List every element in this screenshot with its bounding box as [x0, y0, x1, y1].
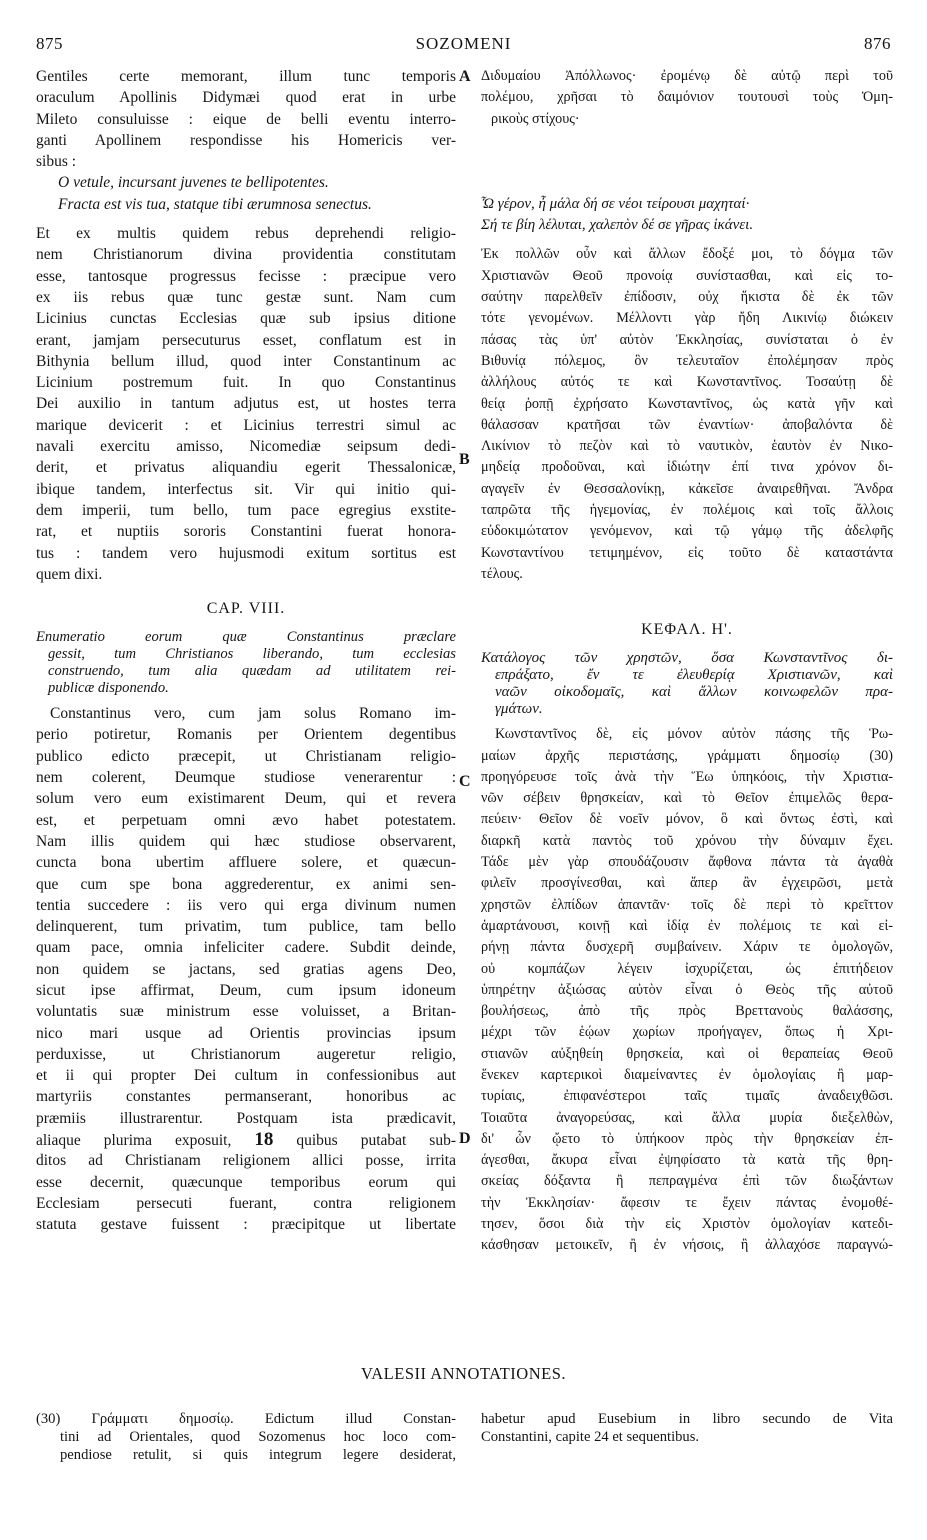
left-page-number: 875 [36, 34, 63, 53]
text-line: nico mari usque ad Orientis provincias ipsum [36, 1024, 456, 1042]
text-line: martyriis constantes permanserant, honoribus ac [36, 1088, 456, 1106]
latin-chapter-summary [36, 629, 456, 697]
margin-letter-d: D [459, 1130, 471, 1147]
text-line: Κωνσταντῖνος δὲ, εἰς μόνον αὐτὸν πάσης τῆς Ῥω- [495, 726, 893, 743]
text-line: θείᾳ ῥοπῇ ἐχρήσατο Κωνσταντῖνος, ὡς κατὰ γῆν καὶ [481, 395, 893, 412]
text-line: άγεσθαι, ἄκυρα εἶναι ἐψηφίσατο τὰ κατὰ τῆς θρη- [481, 1152, 893, 1169]
text-line: φιλεῖν προσγίνεσθαι, καὶ ἅπερ ἂν ἐγχειρῶσι, μετὰ [481, 875, 893, 892]
text-line: præmiis illustrarentur. Postquam ista prædicavit, [36, 1109, 456, 1127]
text-line: rat, et nuptiis sororis Constantini fuerat honora- [36, 523, 456, 541]
text-line: τότε γενομένων. Μέλλοντι γὰρ ἤδη Λικινίῳ διώκειν [481, 310, 893, 327]
latin-intro [36, 66, 456, 172]
text-line: τὴν Ἐκκλησίαν· ἄφεσιν τε ἔχειν πάντας ἐνομοθέ- [481, 1194, 893, 1211]
note-line: Constantini, capite 24 et sequentibus. [481, 1429, 700, 1445]
text-line: Τοιαῦτα ἀναγορεύσας, καὶ ἄλλα μυρία διεξελθὼν, [481, 1109, 893, 1126]
text-line: sibus : [36, 153, 77, 171]
text-line: χρηστῶν ἐλπίδων ἀπαντᾶν· τοῖς δὲ περὶ τὸ κρεῖττον [481, 896, 893, 913]
text-fragment: aliaque plurima exposuit, [36, 1132, 232, 1150]
text-line: Ecclesiam persecuti fuerant, contra religionem [36, 1194, 456, 1212]
text-line: οὐ κομπάζων λέγειν ἰσχυρίζεται, ὡς ἐπιτήδειον [481, 960, 893, 977]
margin-letter-b: B [459, 451, 470, 468]
latin-paragraph-1 [36, 223, 456, 585]
text-line: ἕνεκεν καρτερικοὶ διαμείναντες ἐν ὁμολογίαις ἢ μαρ- [481, 1066, 893, 1083]
text-line: perduxisse, ut Christianorum augeretur religio, [36, 1045, 456, 1063]
running-title: SOZOMENI [415, 34, 512, 53]
annotations-title: VALESII ANNOTATIONES. [360, 1364, 567, 1383]
text-line [36, 1129, 456, 1150]
latin-column [36, 66, 456, 1236]
text-line: θάλασσαν κρατῆσαι τῶν ἐναντίων· ἀποβαλόντα δὲ [481, 416, 893, 433]
text-line: esse, tantosque progressus fecisse : præcipue vero [36, 267, 456, 285]
text-line: nem Christianorum divina providentia constitutam [36, 246, 456, 264]
latin-paragraph-2 [36, 703, 456, 1235]
text-line: μέχρι τῶν ἑῴων χωρίων προήγαγεν, ὅπως ἡ Χρι- [481, 1024, 893, 1041]
note-line: habetur apud Eusebium in libro secundo de Vita [481, 1411, 893, 1427]
text-line: delinquerent, tum privatim, tum publice, tam bello [36, 918, 456, 936]
summary-line: ναῶν οἰκοδομαῖς, καὶ ἄλλων κοινωφελῶν πρα- [495, 684, 893, 701]
text-line: ex iis rebus quæ tunc gestæ sunt. Nam cum [36, 288, 456, 306]
text-line: ditos ad Christianam religionem allici posse, irrita [36, 1152, 456, 1170]
annotation-right [481, 1410, 893, 1446]
text-line: Χριστιανῶν Θεοῦ προνοίᾳ συνίστασθαι, καὶ εἰς το- [481, 267, 893, 284]
greek-paragraph-1 [481, 244, 893, 585]
text-line: Κωνσταντίνου τετιμημένον, εἰς τοῦτο δὲ καταστάντα [481, 544, 893, 561]
summary-line: construendo, tum alia quædam ad utilitatem rei- [48, 663, 456, 680]
text-line: cuncta bona ubertim affluere solere, et quæcun- [36, 854, 456, 872]
text-line: voluntatis suæ ministrum esse voluisset, a Britan- [36, 1003, 456, 1021]
text-line: ἁμαρτάνουσι, κοινῇ καὶ ἰδίᾳ ἐν πολέμοις τε καὶ εἰ- [481, 917, 893, 934]
greek-chapter-summary [481, 650, 893, 718]
text-line: Dei auxilio in tantum adjutus est, ut hostes terra [36, 395, 456, 413]
text-line: ταπρῶτα τῆς ἡγεμονίας, ἐν πολέμοις καὶ τοῖς ἄλλοις [481, 502, 893, 519]
greek-verse [481, 194, 893, 237]
text-line: que cum spe bona aggrederentur, ex animi sen- [36, 875, 456, 893]
text-line: Licinium postremum fuit. In quo Constantinus [36, 374, 456, 392]
text-line: navali exercitu amisso, Nicomediæ seipsum dedi- [36, 438, 456, 456]
text-line: quam pace, omnia infeliciter cadere. Subdit deinde, [36, 939, 456, 957]
greek-paragraph-2 [481, 724, 893, 1256]
text-line: σκείας δόξαντα ἢ πεπραγμένα ἐπὶ τῶν διωξάντων [481, 1173, 893, 1190]
text-line: quem dixi. [36, 565, 103, 583]
note-line: (30) Γράμματι δημοσίῳ. Edictum illud Constan- [36, 1411, 456, 1427]
verse-line: O vetule, incursant juvenes te bellipotentes. [58, 174, 329, 192]
text-line: εὐδοκιμώτατον γενόμενον, καὶ τῷ γάμῳ τῆς ἀδελφῆς [481, 523, 893, 540]
text-line: publico edicto præcepit, ut Christianam religio- [36, 747, 456, 765]
greek-column [481, 66, 893, 1257]
text-line: esse decernit, quæcunque temporibus eorum qui [36, 1173, 456, 1191]
text-line: ρήνῃ πάντα δυσχερῆ συμβαίνειν. Χάριν τε ὁμολογῶν, [481, 939, 893, 956]
latin-verse [36, 172, 456, 215]
text-line: τέλους. [481, 565, 523, 582]
text-line: διαρκῆ κατὰ παντὸς τοῦ χρόνου τὴν δύναμιν ἔχει. [481, 832, 893, 849]
text-line: tus : tandem vero hujusmodi exitum sortitus est [36, 544, 456, 562]
text-line: dem imperii, tum bello, tum pace egregius exstite- [36, 501, 456, 519]
verse-line: Fracta est vis tua, statque tibi ærumnosa senectus. [58, 195, 372, 213]
text-line: τησεν, ὅσοι διὰ τὴν εἰς Χριστὸν ὁμολογίαν κατεδι- [481, 1216, 893, 1233]
text-line: nem colerent, Deumque studiose venerarentur : [36, 769, 456, 787]
text-line: πολέμου, χρῆσαι τὸ δαιμόνιον τουτουσὶ τοὺς Ὁμη- [481, 89, 893, 106]
greek-intro [481, 66, 893, 130]
text-line: ρικοὺς στίχους· [491, 110, 580, 127]
summary-line: Enumeratio eorum quæ Constantinus præclare [36, 629, 456, 646]
text-line: marique devicerit : et Licinius terrestri simul ac [36, 416, 456, 434]
text-line: statuta gestave fuissent : præcipitque ut libertate [36, 1216, 456, 1234]
chapter-heading-greek: ΚΕΦΑΛ. Η'. [641, 621, 733, 639]
note-line: pendiose retulit, si quis integrum legere desiderat, [60, 1447, 456, 1463]
text-line: βουλήσεως, ἀπὸ τῆς πρὸς Βρεττανοὺς θαλάσσης, [481, 1003, 893, 1020]
text-line: κάσθησαν μετοικεῖν, ἢ ἐν νήσοις, ἢ ἀλλαχόσε παραγνώ- [481, 1237, 893, 1254]
text-line: αγαγεῖν ἐν Θεσσαλονίκῃ, κἀκεῖσε ἀναιρεθῆναι. Ἄνδρα [481, 480, 893, 497]
annotation-left [36, 1410, 456, 1464]
summary-line: gessit, tum Christianos liberando, tum ecclesias [48, 646, 456, 663]
text-fragment: quibus putabat sub- [296, 1132, 456, 1150]
text-line: μαίων ἀρχῆς περιστάσης, γράμματι δημοσίῳ (30) [481, 747, 893, 764]
text-line: Λικίνιον τὸ πεζὸν καὶ τὸ ναυτικὸν, ἑαυτὸν ἐν Νικο- [481, 438, 893, 455]
text-line: Constantinus vero, cum jam solus Romano im- [50, 705, 456, 723]
text-line: Mileto consuluisse : eique de belli eventu interro- [36, 110, 456, 128]
text-line: στιανῶν αὐξηθείη θρησκεία, καὶ οἱ θεραπείας Θεοῦ [481, 1045, 893, 1062]
text-line: ibique tandem, interfectus sit. Vir qui initio qui- [36, 480, 456, 498]
text-line: τυρίαις, ἐπιφανέστεροι ταῖς τιμαῖς ἀναδειχθῶσι. [481, 1088, 893, 1105]
text-line: προηγόρευσε τοῖς ἀνὰ τὴν Ἕω ὑπηκόοις, τὴν Χριστια- [481, 768, 893, 785]
summary-line: Κατάλογος τῶν χρηστῶν, ὅσα Κωνσταντῖνος δι- [481, 650, 893, 667]
right-page-number: 876 [864, 34, 891, 53]
text-line: perio potiretur, Romanis per Orientem degentibus [36, 726, 456, 744]
verse-line: Ὦ γέρον, ἦ μάλα δή σε νέοι τείρουσι μαχηταί· [481, 195, 750, 212]
summary-line: γμάτων. [495, 701, 543, 718]
column-number-marker: 18 [254, 1129, 274, 1151]
margin-letter-c: C [459, 773, 471, 790]
note-line: tini ad Orientales, quod Sozomenus hoc loco com- [60, 1429, 456, 1445]
text-line: erant, jamjam persecuturus esset, conflatum est in [36, 331, 456, 349]
text-line: oraculum Apollinis Didymæi quod erat in urbe [36, 89, 456, 107]
text-line: Βιθυνίᾳ πόλεμος, ὃν τελευταῖον ἐπολέμησαν πρὸς [481, 352, 893, 369]
text-line: ganti Apollinem respondisse his Homericis ver- [36, 131, 456, 149]
text-line: πεύειν· Θεῖον δὲ νοεῖν μόνον, ὃ καὶ ὄντως ἐστὶ, καὶ [481, 811, 893, 828]
text-line: νῶν σέβειν θρησκείαν, καὶ τὸ Θεῖον ἐπιμελῶς θερα- [481, 790, 893, 807]
text-line: Nam illis quidem qui hæc studiose observarent, [36, 832, 456, 850]
text-line: Διδυμαίου Ἀπόλλωνος· ἐρομένῳ δὲ αὐτῷ περὶ τοῦ [481, 68, 893, 84]
text-line: δι' ὧν ᾤετο τὸ ὑπήκοον πρὸς τὴν θρησκείαν ἐπ- [481, 1130, 893, 1147]
text-line: Et ex multis quidem rebus deprehendi religio- [36, 225, 456, 243]
chapter-heading-latin: CAP. VIII. [206, 600, 286, 618]
text-line: derit, et privatus aliquandiu egerit Thessalonicæ, [36, 459, 456, 477]
text-line: Ἐκ πολλῶν οὖν καὶ ἄλλων ἔδοξέ μοι, τὸ δόγμα τῶν [481, 246, 893, 263]
text-line: sicut ipse affirmat, Deum, cum ipsum idoneum [36, 981, 456, 999]
summary-line: επράξατο, ἔν τε ἐλευθερίᾳ Χριστιανῶν, καὶ [495, 667, 893, 684]
text-line: μηδείᾳ προδοῦναι, καὶ ἰδιώτην ἐπί τινα χρόνον δι- [481, 459, 893, 476]
text-line: πάσας τὰς ὑπ' αὐτὸν Ἐκκλησίας, συνίσταται ὁ ἐν [481, 331, 893, 348]
text-line: Gentiles certe memorant, illum tunc temporis [36, 68, 456, 85]
text-line: solum vero eum existimarent Deum, qui et revera [36, 790, 456, 808]
text-line: ἀλλήλους αὐτός τε καὶ Κωνσταντῖνος. Τοσαύτῃ δὲ [481, 374, 893, 391]
text-line: Τάδε μὲν γὰρ σπουδάζουσιν ἄφθονα πάντα τὰ ἀγαθὰ [481, 854, 893, 871]
margin-letter-a: A [459, 68, 471, 85]
verse-line: Σή τε βίη λέλυται, χαλεπὸν δέ σε γῆρας ἱκάνει. [481, 217, 754, 234]
text-line: Licinius cunctas Ecclesias quæ sub ipsius ditione [36, 310, 456, 328]
summary-line: publicæ disponendo. [48, 680, 169, 697]
text-line: et ii qui propter Dei cultum in confessionibus aut [36, 1067, 456, 1085]
text-line: est, et perpetuam omni ævo habet potestatem. [36, 811, 456, 829]
text-line: non quidem se jactans, sed gratias agens Deo, [36, 960, 456, 978]
text-line: σαύτην παρελθεῖν ἐπίδοσιν, οὐχ ἥκιστα δὲ ἐκ τῶν [481, 289, 893, 306]
text-line: Bithynia bellum illud, quod inter Constantinum ac [36, 352, 456, 370]
text-line: ὑπηρέτην ἀξιώσας αὐτὸν εἶναι ὁ Θεὸς τῆς αὐτοῦ [481, 981, 893, 998]
text-line: tentia succedere : iis vero qui erga divinum numen [36, 896, 456, 914]
